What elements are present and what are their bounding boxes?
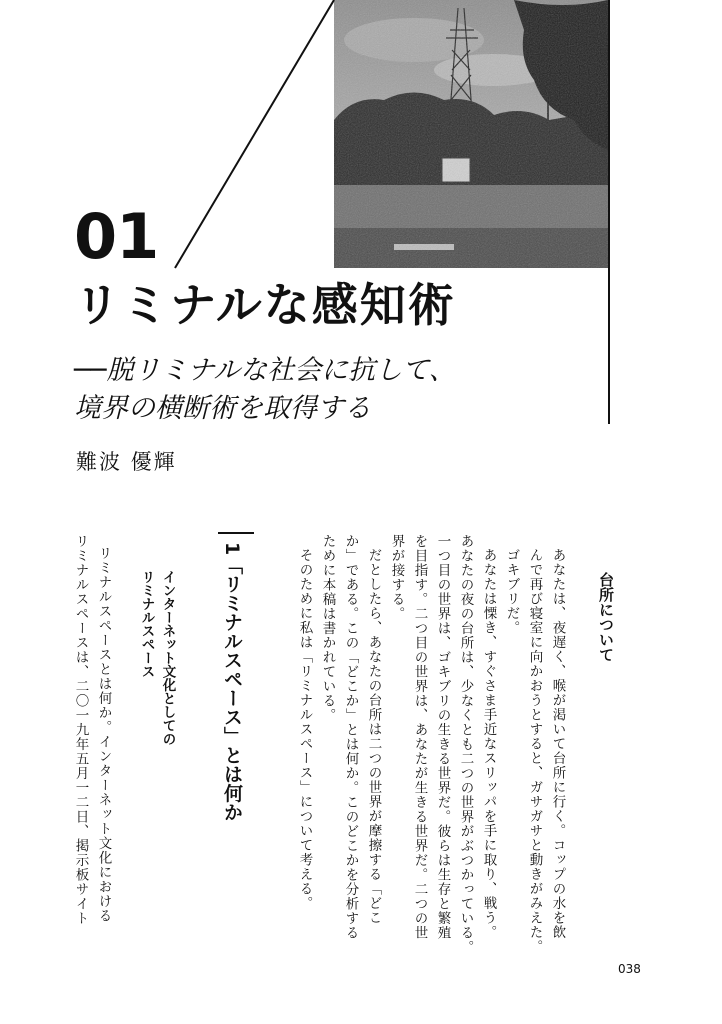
body-text-line: ために本稿は書かれている。 (319, 534, 336, 723)
subtitle (74, 352, 456, 428)
body-text-line: 一つ目の世界は、ゴキブリの生きる世界だ。彼らは生存と繁殖 (434, 534, 451, 940)
subsection-heading-line: リミナルスペース (138, 570, 155, 678)
body-text-line: あなたは、夜遅く、喉が渇いて台所に行く。コップの水を飲 (549, 548, 566, 940)
page-title: リミナルな感知術 (74, 278, 456, 332)
body-text-line: ゴキブリだ。 (503, 548, 520, 635)
body-text-line: あなたは慄き、すぐさま手近なスリッパを手に取り、戦う。 (480, 548, 497, 940)
body-text-line: か」である。この「どこか」とは何か。このどこかを分析する (342, 534, 359, 940)
section-heading-bar (218, 532, 254, 534)
body-text-line: リミナルスペースは、二〇一九年五月一二日、掲示板サイト (72, 534, 89, 926)
subtitle-line: 境界の横断術を取得する (74, 393, 371, 424)
subtitle-line: ──脱リミナルな社会に抗して、 (74, 355, 456, 386)
subsection-heading-line: インターネット文化としての (159, 570, 176, 746)
body-text-line: 界が接する。 (388, 534, 405, 621)
body-text-line: んで再び寝室に向かおうとすると、ガサガサと動きがみえた。 (526, 548, 543, 954)
page-number: 038 (618, 962, 641, 976)
body-text-line: を目指す。二つ目の世界は、あなたが生きる世界だ。二つの世 (411, 534, 428, 940)
body-text-line: そのために私は「リミナルスペース」について考える。 (296, 548, 313, 911)
author-name: 難波 優輝 (76, 450, 177, 474)
body-text-line: リミナルスペースとは何か。インターネット文化における (95, 546, 112, 923)
section-heading: 台所について (597, 572, 615, 662)
body-text-line: あなたの夜の台所は、少なくとも二つの世界がぶつかっている。 (457, 534, 474, 955)
section-1-heading: 1「リミナルスペース」とは何か (221, 542, 243, 822)
chapter-number: 01 (74, 200, 159, 273)
body-text-line: だとしたら、あなたの台所は二つの世界が摩擦する「どこ (365, 548, 382, 925)
